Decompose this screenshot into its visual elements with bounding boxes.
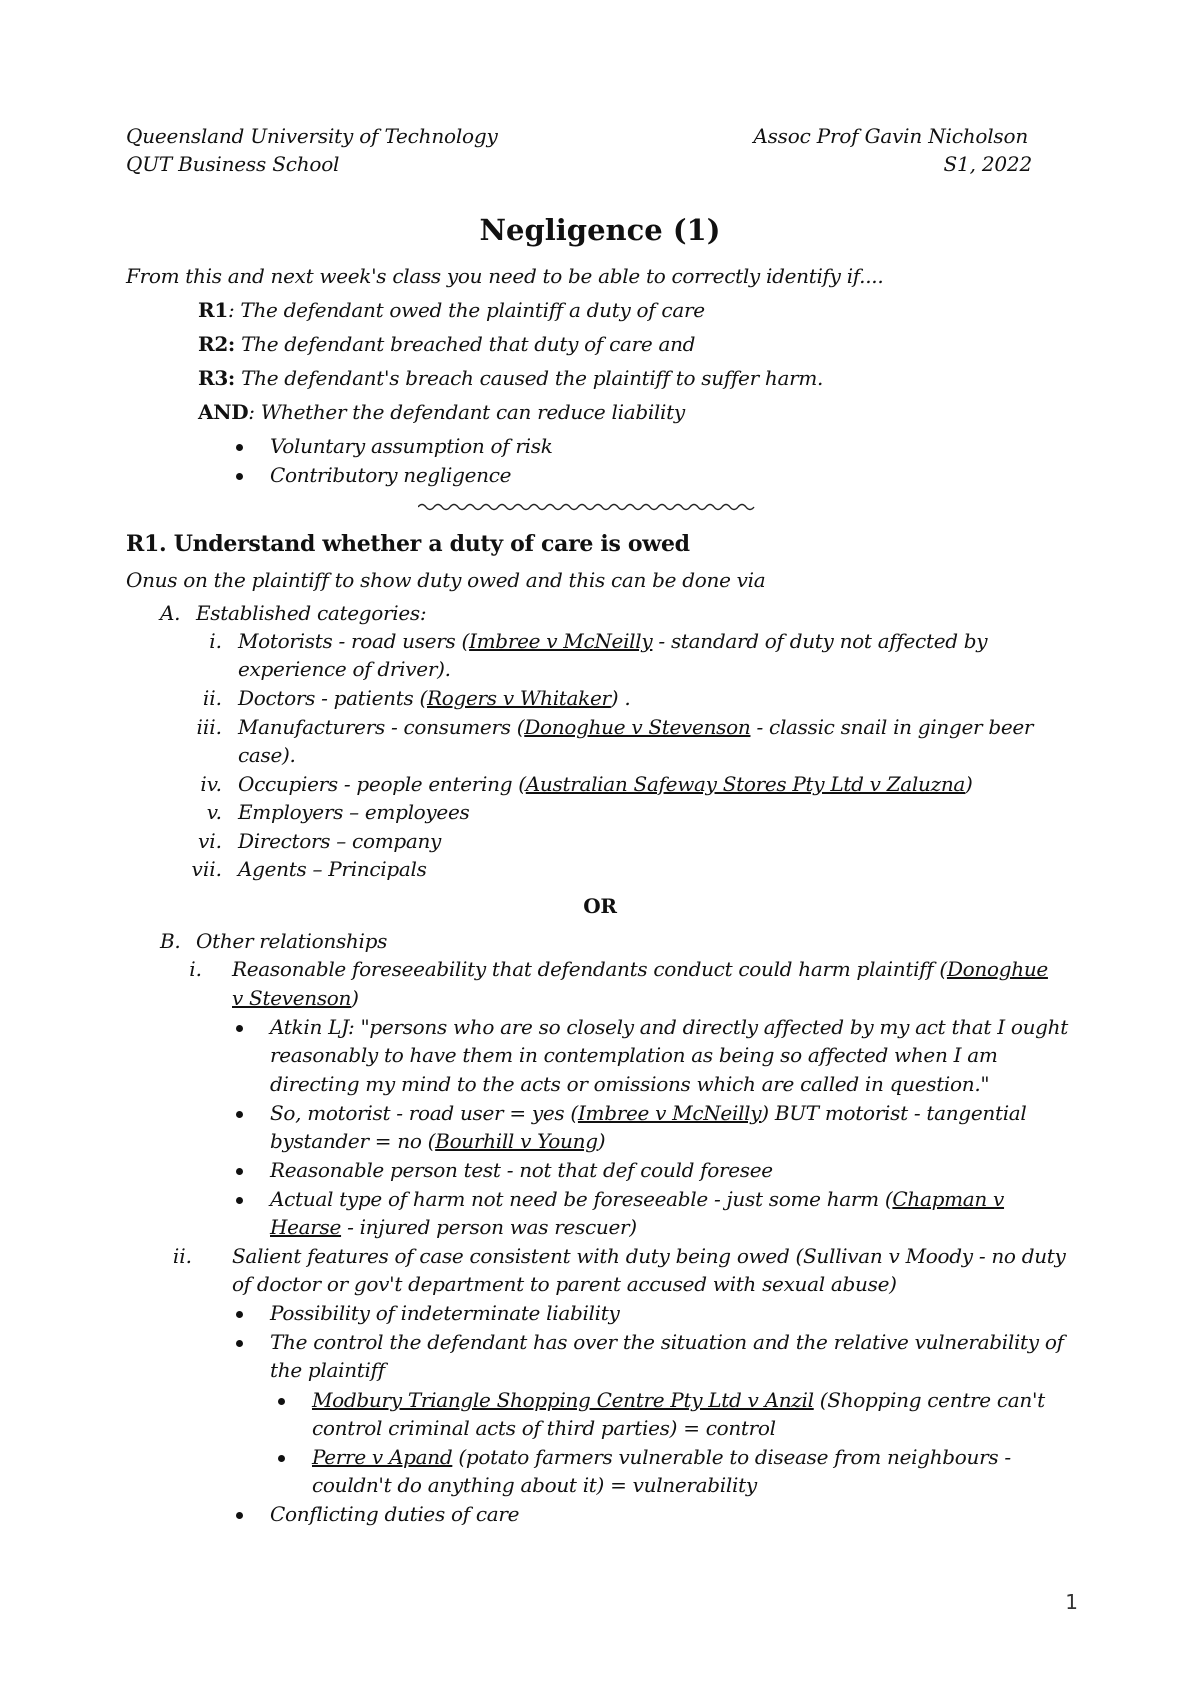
bullet-item: The control the defendant has over the situation and the relative vulnerability of [270, 1330, 1064, 1354]
list-item: Directors – company [238, 829, 442, 853]
bullet-item [270, 1185, 1004, 1213]
list-number: vi. [197, 829, 222, 853]
header-institution: Queensland University of Technology [126, 124, 498, 148]
list-item-continued: experience of driver). [238, 657, 451, 681]
quote-line: Atkin LJ: "persons who are so closely and directly affected by my act that I ought [270, 1015, 1068, 1039]
bullet-item: Conflicting duties of care [270, 1502, 520, 1526]
page-number: 1 [1065, 1590, 1078, 1614]
requirement-r3 [198, 364, 823, 392]
sub-bullet-item-continued: control criminal acts of third parties) = control [312, 1416, 776, 1440]
bullet-icon [236, 1197, 243, 1204]
list-number: iv. [200, 772, 222, 796]
item-text: Occupiers - people entering ( [238, 772, 526, 796]
bullet-icon [236, 1025, 243, 1032]
item-text: (Shopping centre can't [813, 1388, 1045, 1412]
quote-line: reasonably to have them in contemplation as being so affected when I am [270, 1043, 998, 1067]
bullet-icon [236, 1311, 243, 1318]
case-name: Australian Safeway Stores Pty Ltd v Zaluzna [525, 772, 966, 796]
list-item [238, 713, 1033, 741]
list-number: i. [209, 629, 222, 653]
requirement-tag: R3: [198, 366, 236, 390]
requirement-text: The defendant breached that duty of care and [235, 332, 696, 356]
bullet-icon [236, 444, 243, 451]
list-label-b: B. [160, 929, 181, 953]
requirement-text: The defendant's breach caused the plaintiff to suffer harm. [235, 366, 824, 390]
requirement-r2 [198, 330, 695, 358]
list-item: Salient features of case consistent with duty being owed (Sullivan v Moody - no duty [232, 1244, 1066, 1268]
item-text: (potato farmers vulnerable to disease from neighbours - [452, 1445, 1011, 1469]
item-text: - standard of duty not affected by [652, 629, 988, 653]
onus-text: Onus on the plaintiff to show duty owed and this can be done via [126, 568, 766, 592]
item-text: ) BUT motorist - tangential [761, 1101, 1027, 1125]
page-title: Negligence (1) [479, 213, 721, 247]
defence-item: Contributory negligence [270, 463, 512, 487]
sub-bullet-item [312, 1386, 1045, 1414]
item-text: ) [597, 1129, 606, 1153]
list-number: i. [189, 957, 202, 981]
case-name: Imbree v McNeilly [577, 1101, 762, 1125]
list-number: vii. [191, 857, 222, 881]
list-item-continued: of doctor or gov't department to parent accused with sexual abuse) [232, 1272, 897, 1296]
bullet-icon [278, 1398, 285, 1405]
case-name: Modbury Triangle Shopping Centre Pty Ltd v Anzil [312, 1388, 814, 1412]
list-number: ii. [172, 1244, 192, 1268]
sub-bullet-item [312, 1443, 1011, 1471]
list-number: v. [206, 800, 222, 824]
requirement-text: : The defendant owed the plaintiff a duty of care [227, 298, 705, 322]
header-school: QUT Business School [126, 152, 340, 176]
list-number: iii. [196, 715, 222, 739]
list-item: Employers – employees [238, 800, 470, 824]
list-item [238, 627, 987, 655]
case-name: Donoghue v Stevenson [524, 715, 751, 739]
case-name: Rogers v Whitaker [427, 686, 611, 710]
bullet-item-continued [270, 1213, 637, 1241]
list-item-continued: case). [238, 743, 296, 767]
item-text: - injured person was rescuer) [341, 1215, 637, 1239]
bullet-item: Possibility of indeterminate liability [270, 1301, 620, 1325]
item-text: ) [351, 986, 359, 1010]
header-semester: S1, 2022 [943, 152, 1032, 176]
list-item [238, 770, 973, 798]
item-text: - classic snail in ginger beer [750, 715, 1034, 739]
intro-text: From this and next week's class you need to be able to correctly identify if.... [126, 264, 884, 288]
case-name: Bourhill v Young [435, 1129, 598, 1153]
bullet-item [270, 1099, 1027, 1127]
requirement-r1 [198, 296, 705, 324]
list-item-continued [232, 984, 359, 1012]
requirement-tag: R2: [198, 332, 236, 356]
bullet-icon [236, 1512, 243, 1519]
bullet-icon [236, 1111, 243, 1118]
wavy-divider-icon [418, 501, 758, 511]
bullet-icon [236, 1168, 243, 1175]
list-label-a: A. [160, 601, 181, 625]
case-name: v Stevenson [232, 986, 352, 1010]
item-text: ) [965, 772, 973, 796]
case-name: Chapman v [892, 1187, 1005, 1211]
item-text: Manufacturers - consumers ( [238, 715, 525, 739]
case-name: Imbree v McNeilly [469, 629, 653, 653]
case-name: Donoghue [946, 957, 1048, 981]
list-item [238, 684, 630, 712]
list-item: Agents – Principals [238, 857, 427, 881]
quote-line: directing my mind to the acts or omissions which are called in question." [270, 1072, 990, 1096]
item-text: Motorists - road users ( [238, 629, 470, 653]
item-text: bystander = no ( [270, 1129, 436, 1153]
item-text: Reasonable foreseeability that defendants conduct could harm plaintiff ( [232, 957, 947, 981]
section-heading: R1. Understand whether a duty of care is owed [126, 531, 690, 557]
bullet-item-continued [270, 1127, 605, 1155]
list-number: ii. [202, 686, 222, 710]
header-author: Assoc Prof Gavin Nicholson [753, 124, 1028, 148]
item-text: Actual type of harm not need be foreseeable - just some harm ( [270, 1187, 893, 1211]
bullet-item-continued: the plaintiff [270, 1358, 385, 1382]
list-heading-a: Established categories: [196, 601, 427, 625]
requirement-tag: R1 [198, 298, 228, 322]
bullet-icon [236, 1340, 243, 1347]
requirement-tag: AND [198, 400, 249, 424]
case-name: Perre v Apand [312, 1445, 453, 1469]
sub-bullet-item-continued: couldn't do anything about it) = vulnerability [312, 1473, 757, 1497]
defence-item: Voluntary assumption of risk [270, 434, 553, 458]
or-separator: OR [583, 894, 617, 918]
item-text: So, motorist - road user = yes ( [270, 1101, 578, 1125]
requirement-text: : Whether the defendant can reduce liability [248, 400, 685, 424]
list-heading-b: Other relationships [196, 929, 388, 953]
case-name: Hearse [270, 1215, 342, 1239]
item-text: Doctors - patients ( [238, 686, 427, 710]
requirement-and [198, 398, 685, 426]
item-text: ) . [610, 686, 631, 710]
bullet-item: Reasonable person test - not that def could foresee [270, 1158, 773, 1182]
bullet-icon [278, 1455, 285, 1462]
list-item [232, 955, 1048, 983]
bullet-icon [236, 473, 243, 480]
